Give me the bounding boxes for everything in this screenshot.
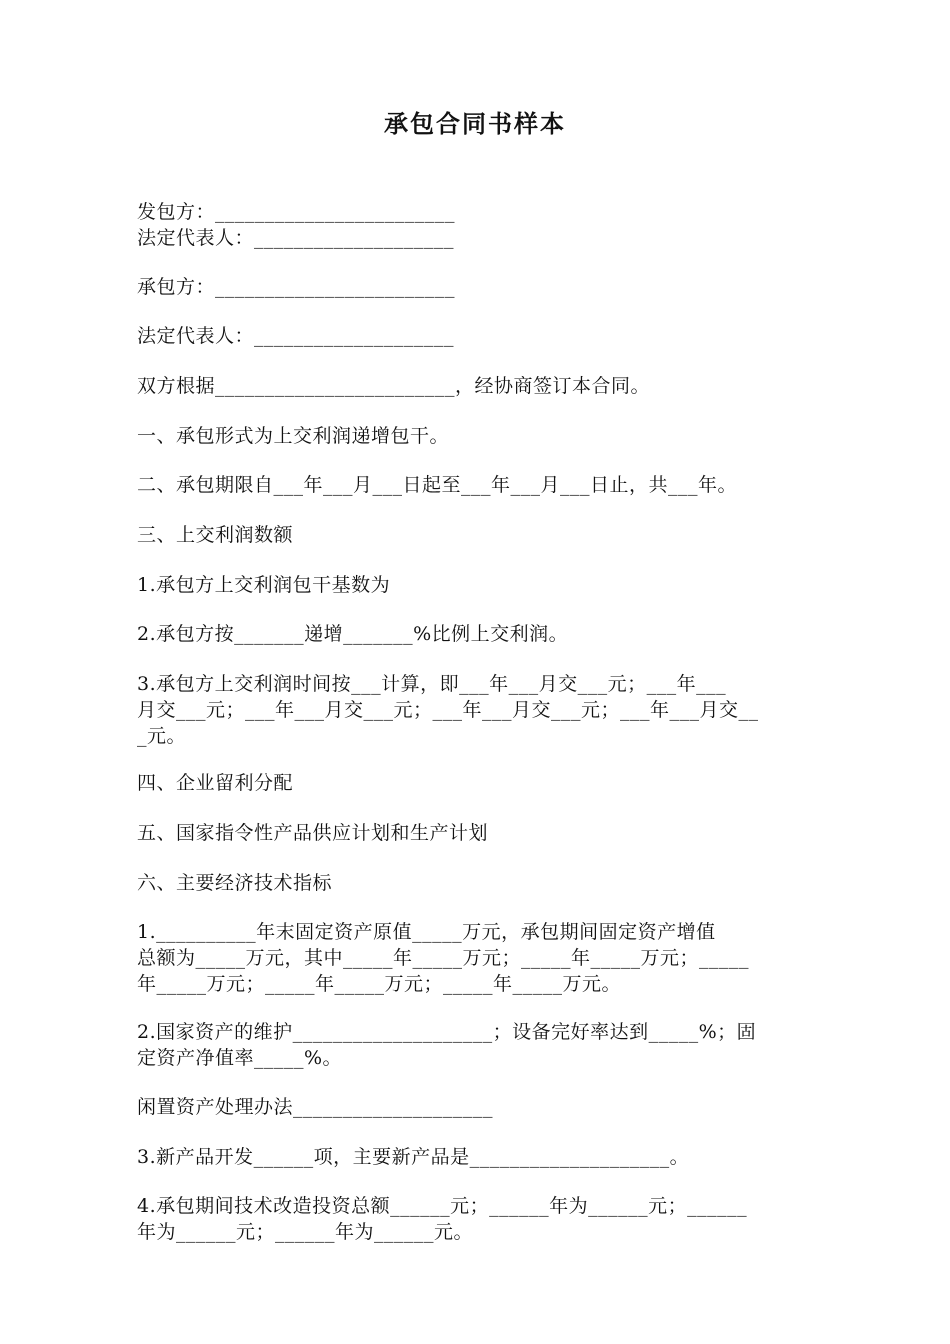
idle-assets-line: 闲置资产处理办法____________________ — [137, 1096, 494, 1118]
section-2: 二、承包期限自___年___月___日起至___年___月___日止，共___年。 — [137, 474, 738, 496]
item-6-4-line-2: 年为______元；______年为______元。 — [137, 1221, 474, 1243]
item-3-1: 1.承包方上交利润包干基数为 — [137, 574, 391, 596]
item-3-3-line-2: 月交___元；___年___月交___元；___年___月交___元；___年___月交__ — [137, 699, 759, 721]
item-6-3: 3.新产品开发______项，主要新产品是____________________。 — [137, 1146, 690, 1168]
item-6-1-line-3: 年_____万元；_____年_____万元；_____年_____万元。 — [137, 973, 622, 995]
document-title: 承包合同书样本 — [384, 109, 566, 138]
line-contractor: 承包方：________________________ — [137, 276, 456, 298]
line-contractor-legal-rep: 法定代表人：____________________ — [137, 325, 455, 347]
item-3-3-line-3: _元。 — [137, 725, 187, 747]
line-employer: 发包方：________________________ — [137, 201, 456, 223]
item-6-1-line-2: 总额为_____万元，其中_____年_____万元；_____年_____万元；_____ — [137, 947, 750, 969]
section-6: 六、主要经济技术指标 — [137, 872, 333, 894]
section-1: 一、承包形式为上交利润递增包干。 — [137, 425, 450, 447]
section-5: 五、国家指令性产品供应计划和生产计划 — [137, 822, 489, 844]
section-4: 四、企业留利分配 — [137, 772, 294, 794]
item-3-2: 2.承包方按_______递增_______%比例上交利润。 — [137, 623, 569, 645]
item-6-2-line-2: 定资产净值率_____%。 — [137, 1047, 343, 1069]
line-employer-legal-rep: 法定代表人：____________________ — [137, 227, 455, 249]
item-6-2-line-1: 2.国家资产的维护____________________；设备完好率达到_____%；固 — [137, 1021, 757, 1043]
section-3: 三、上交利润数额 — [137, 524, 294, 546]
item-3-3-line-1: 3.承包方上交利润时间按___计算，即___年___月交___元；___年___ — [137, 673, 727, 695]
item-6-1-line-1: 1.__________年末固定资产原值_____万元，承包期间固定资产增值 — [137, 921, 716, 943]
line-basis: 双方根据________________________，经协商签订本合同。 — [137, 375, 651, 397]
item-6-4-line-1: 4.承包期间技术改造投资总额______元；______年为______元；______ — [137, 1195, 748, 1217]
